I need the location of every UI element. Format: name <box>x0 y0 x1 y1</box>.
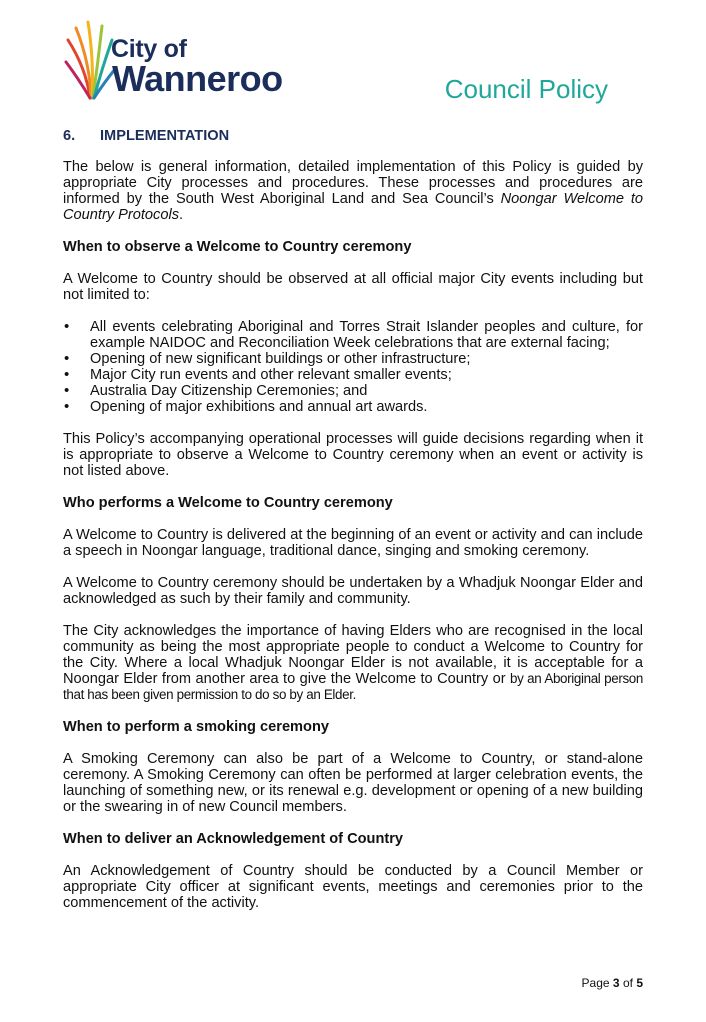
observe-heading: When to observe a Welcome to Country ceremony <box>63 239 412 255</box>
section-heading <box>63 128 643 144</box>
intro-paragraph <box>63 159 643 223</box>
page-of: of <box>622 976 633 990</box>
page-current: 3 <box>612 976 620 990</box>
intro-text: The below is general information, detailed implementation of this Policy is guided by appropriate City processes and procedures. These processes and procedures are informed by the South West Aboriginal Land and Sea Council’s <box>63 159 643 207</box>
list-item: • All events celebrating Aboriginal and Torres Strait Islander peoples and culture, for example NAIDOC and Reconciliation Week celebrations that are external facing; <box>63 319 643 351</box>
observe-closing: This Policy’s accompanying operational processes will guide decisions regarding when it is appropriate to observe a Welcome to Country ceremony when an event or activity is not listed above. <box>63 431 643 479</box>
performs-paragraph-1: A Welcome to Country is delivered at the beginning of an event or activity and can include a speech in Noongar language, traditional dance, singing and smoking ceremony. <box>63 527 643 559</box>
performs-paragraph-3 <box>63 623 643 703</box>
observe-bullet-list <box>63 319 643 415</box>
section-title: IMPLEMENTATION <box>100 128 230 144</box>
acknowledgement-heading: When to deliver an Acknowledgement of Country <box>63 831 404 847</box>
list-item: • Major City run events and other relevant smaller events; <box>63 367 643 383</box>
smoking-heading: When to perform a smoking ceremony <box>63 719 329 735</box>
observe-lead: A Welcome to Country should be observed at all official major City events including but not limited to: <box>63 271 643 303</box>
logo-emblem-icon <box>64 18 116 102</box>
acknowledgement-paragraph: An Acknowledgement of Country should be conducted by a Council Member or appropriate City officer at significant events, meetings and ceremonies prior to the commencement of the activity. <box>63 863 643 911</box>
section-number: 6. <box>63 128 76 144</box>
city-logo <box>64 18 304 102</box>
list-item: • Opening of new significant buildings or other infrastructure; <box>63 351 643 367</box>
intro-protocols-title: Noongar Welcome to Country Protocols <box>63 191 643 223</box>
performs-paragraph-3-main: The City acknowledges the importance of having Elders who are recognised in the local community as being the most appropriate people to conduct a Welcome to Country for the City. Where a local Whadjuk Noongar Elder is not available, it is acceptable for a Noongar Elder from another area to give the Welcome to Country or <box>63 623 643 687</box>
list-item: • Opening of major exhibitions and annual art awards. <box>63 399 643 415</box>
intro-end: . <box>179 207 184 223</box>
document-type-title: Council Policy <box>444 74 608 104</box>
document-body <box>63 128 643 927</box>
page-word: Page <box>581 976 610 990</box>
smoking-paragraph: A Smoking Ceremony can also be part of a Welcome to Country, or stand-alone ceremony. A Smoking Ceremony can often be performed at larger celebration events, the launching of something new, or its renewal e.g. development or opening of a new building or the swearing in of new Council members. <box>63 751 643 815</box>
performs-paragraph-3-small: by an Aboriginal person that has been given permission to do so by an Elder. <box>63 671 643 702</box>
page-total: 5 <box>636 976 643 990</box>
performs-paragraph-2: A Welcome to Country ceremony should be undertaken by a Whadjuk Noongar Elder and acknowledged as such by their family and community. <box>63 575 643 607</box>
logo-text-city-of: City of <box>111 35 187 63</box>
performs-heading: Who performs a Welcome to Country ceremony <box>63 495 393 511</box>
page-number <box>582 976 643 990</box>
list-item: • Australia Day Citizenship Ceremonies; and <box>63 383 643 399</box>
logo-text-wanneroo: Wanneroo <box>112 58 283 99</box>
